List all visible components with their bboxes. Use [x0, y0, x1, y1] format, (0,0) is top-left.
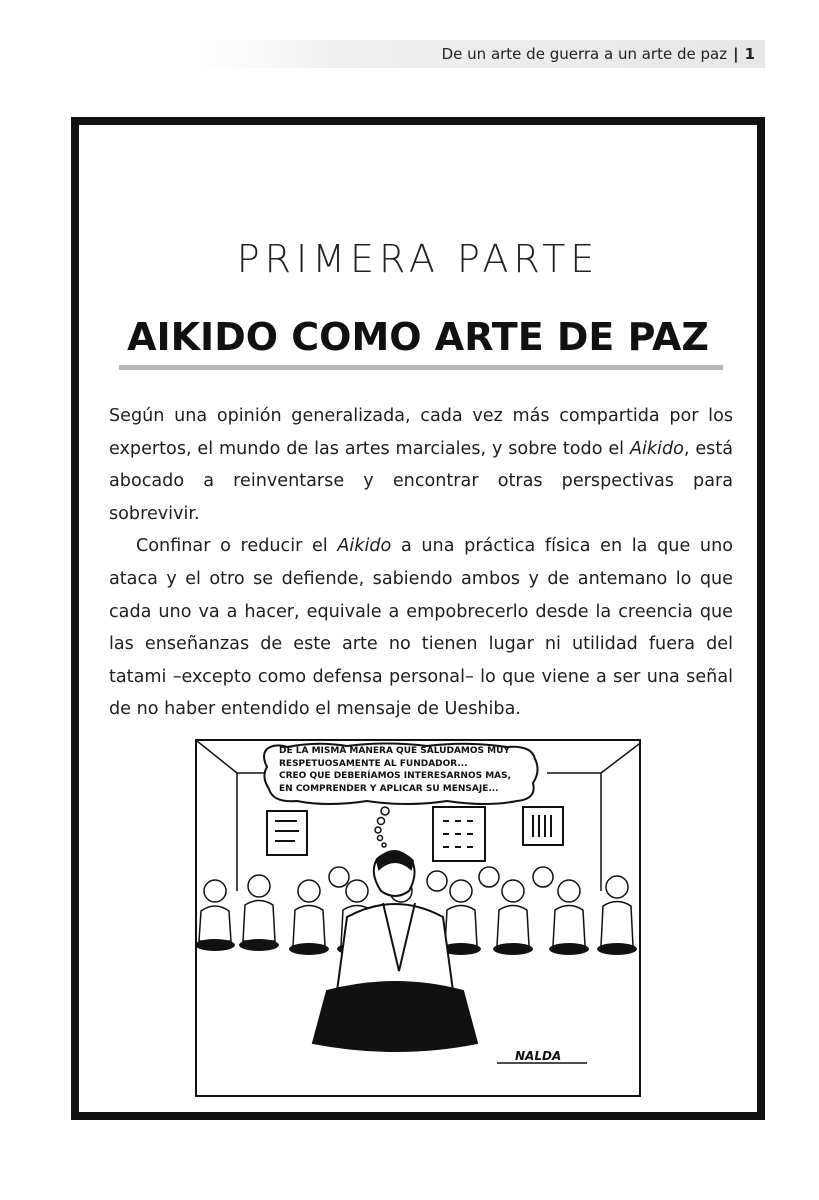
header-separator: | [733, 45, 739, 63]
paragraph-1 [109, 400, 733, 530]
part-label: PRIMERA PARTE [236, 237, 600, 281]
bubble-line-2: RESPETUOSAMENTE AL FUNDADOR... [279, 758, 468, 769]
chapter-title: AIKIDO COMO ARTE DE PAZ [127, 315, 709, 359]
speech-bubble-text [279, 745, 529, 795]
running-header [195, 40, 765, 68]
cartoon-illustration [195, 739, 641, 1097]
bubble-line-4: EN COMPRENDER Y APLICAR SU MENSAJE... [279, 783, 499, 794]
paragraph-2 [109, 530, 733, 726]
title-underline [119, 365, 723, 370]
paragraph-2-text-a: Confinar o reducir el [136, 536, 338, 557]
paragraph-2-italic: Aikido [337, 536, 392, 557]
page-number: 1 [744, 45, 755, 63]
bubble-line-1: DE LA MISMA MANERA QUE SALUDAMOS MUY [279, 746, 510, 756]
running-title: De un arte de guerra a un arte de paz [441, 45, 728, 63]
artist-signature: NALDA [515, 1049, 562, 1063]
bubble-line-3: CREO QUE DEBERÍAMOS INTERESARNOS MAS, [279, 771, 512, 781]
paragraph-1-text-a: Según una opinión generalizada, cada vez más compartida por los expertos, el mundo de las artes marciales, y sobre todo el [109, 406, 733, 459]
paragraph-1-text-b: , está abocado a reinventarse y encontrar otras perspectivas para sobrevivir. [109, 438, 733, 524]
paragraph-1-italic: Aikido [629, 438, 684, 459]
page-frame [71, 117, 765, 1120]
body-text [109, 400, 733, 726]
paragraph-2-text-b: a una práctica física en la que uno ataca y el otro se defiende, sabiendo ambos y de antemano lo que cada uno va a hacer, equivale a empobrecerlo desde la creencia que las enseñanzas de este arte no tienen lugar ni utilidad fuera del tatami –excepto como defensa personal– lo que viene a ser una señal de no haber entendido el mensaje de Ueshiba. [109, 536, 733, 720]
